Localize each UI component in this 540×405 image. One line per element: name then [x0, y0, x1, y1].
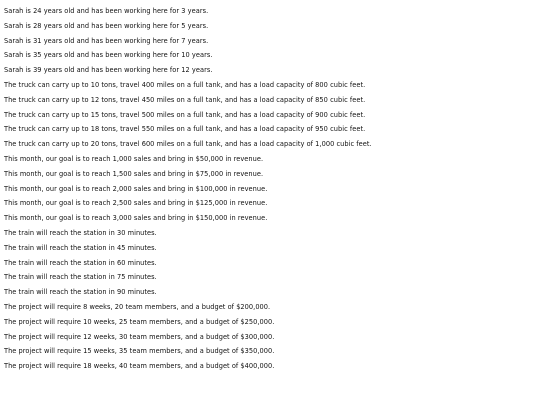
text-line-sarah-1: Sarah is 24 years old and has been working here for 3 years.: [4, 7, 209, 15]
text-line-truck-5: The truck can carry up to 20 tons, travel 600 miles on a full tank, and has a load capacity of 1,000 cubic feet.: [4, 140, 372, 149]
text-line-sarah-4: Sarah is 35 years old and has been working here for 10 years.: [4, 51, 213, 60]
text-line-train-3: The train will reach the station in 60 minutes.: [4, 258, 157, 267]
text-line-project-5: The project will require 18 weeks, 40 team members, and a budget of $400,000.: [4, 362, 275, 371]
text-line-sarah-2: Sarah is 28 years old and has been working here for 5 years.: [4, 21, 209, 30]
text-line-truck-4: The truck can carry up to 18 tons, travel 550 miles on a full tank, and has a load capacity of 950 cubic feet.: [4, 125, 366, 134]
text-line-train-4: The train will reach the station in 75 minutes.: [4, 273, 157, 282]
text-line-sarah-3: Sarah is 31 years old and has been working here for 7 years.: [4, 36, 209, 45]
text-line-goal-2: This month, our goal is to reach 1,500 sales and bring in $75,000 in revenue.: [4, 169, 264, 178]
text-line-train-5: The train will reach the station in 90 minutes.: [4, 288, 157, 297]
text-line-project-4: The project will require 15 weeks, 35 team members, and a budget of $350,000.: [4, 347, 275, 356]
text-line-project-2: The project will require 10 weeks, 25 team members, and a budget of $250,000.: [4, 317, 275, 326]
text-line-goal-1: This month, our goal is to reach 1,000 sales and bring in $50,000 in revenue.: [4, 154, 264, 163]
text-line-project-3: The project will require 12 weeks, 30 team members, and a budget of $300,000.: [4, 332, 275, 341]
text-line-project-1: The project will require 8 weeks, 20 team members, and a budget of $200,000.: [4, 302, 271, 311]
text-line-truck-3: The truck can carry up to 15 tons, travel 500 miles on a full tank, and has a load capacity of 900 cubic feet.: [4, 110, 366, 119]
text-line-sarah-5: Sarah is 39 years old and has been working here for 12 years.: [4, 66, 213, 75]
text-document: [4, 4, 536, 374]
text-line-truck-2: The truck can carry up to 12 tons, travel 450 miles on a full tank, and has a load capacity of 850 cubic feet.: [4, 95, 366, 104]
text-line-goal-4: This month, our goal is to reach 2,500 sales and bring in $125,000 in revenue.: [4, 199, 268, 208]
text-line-goal-3: This month, our goal is to reach 2,000 sales and bring in $100,000 in revenue.: [4, 184, 268, 193]
text-line-train-2: The train will reach the station in 45 minutes.: [4, 243, 157, 252]
text-line-truck-1: The truck can carry up to 10 tons, travel 400 miles on a full tank, and has a load capacity of 800 cubic feet.: [4, 80, 366, 89]
text-line-train-1: The train will reach the station in 30 minutes.: [4, 228, 157, 237]
text-line-goal-5: This month, our goal is to reach 3,000 sales and bring in $150,000 in revenue.: [4, 214, 268, 223]
